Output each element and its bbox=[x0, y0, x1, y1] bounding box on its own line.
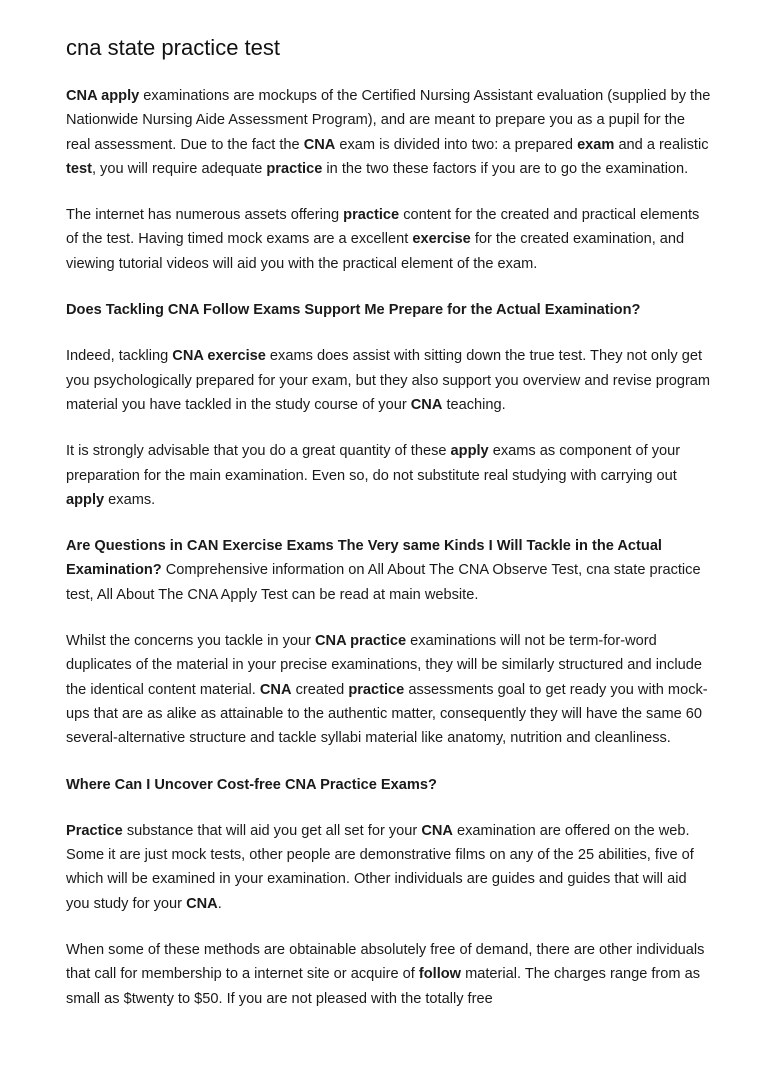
text-run: exam is divided into two: a prepared bbox=[335, 136, 578, 153]
document-body bbox=[66, 84, 712, 1011]
text-run: It is strongly advisable that you do a great quantity of these bbox=[66, 443, 451, 460]
text-run: The internet has numerous assets offering bbox=[66, 207, 344, 224]
text-run: for the created examination, and viewing tutorial videos will aid you with the practical element of the exam. bbox=[66, 231, 685, 272]
text-run: Does Tackling CNA Follow Exams Support Me Prepare for the Actual Examination? bbox=[66, 302, 641, 319]
text-run: assessments goal to get ready you with mock-ups that are as alike as attainable to the authentic matter, consequently they will have the same 60 several-alternative structure and tackle syllabi material like anatomy, nutrition and cleanliness. bbox=[66, 681, 708, 747]
paragraph bbox=[66, 534, 712, 607]
page-title: cna state practice test bbox=[66, 35, 280, 60]
bold-keyword: practice bbox=[348, 681, 405, 698]
bold-keyword: CNA practice bbox=[315, 633, 407, 650]
paragraph bbox=[66, 938, 712, 1011]
text-run: substance that will aid you get all set for your bbox=[122, 822, 422, 839]
text-run: content for the created and practical elements of the test. Having timed mock exams are a excellent bbox=[66, 207, 700, 248]
text-run: and a realistic bbox=[614, 136, 709, 153]
bold-keyword: CNA apply bbox=[66, 88, 140, 104]
paragraph bbox=[66, 84, 712, 181]
paragraph bbox=[66, 819, 712, 916]
bold-keyword: Are Questions in CAN Exercise Exams The Very same Kinds I Will Tackle in the Actual Examination? bbox=[66, 538, 662, 579]
bold-keyword: exercise bbox=[412, 231, 471, 248]
bold-keyword: CNA bbox=[259, 681, 292, 698]
text-run: Where Can I Uncover Cost-free CNA Practice Exams? bbox=[66, 776, 437, 793]
text-run: Whilst the concerns you tackle in your bbox=[66, 633, 316, 650]
text-run: teaching. bbox=[442, 396, 506, 413]
bold-keyword: CNA bbox=[186, 895, 218, 912]
paragraph bbox=[66, 344, 712, 417]
bold-keyword: exam bbox=[577, 136, 615, 153]
text-run: When some of these methods are obtainable absolutely free of demand, there are other individuals that call for membership to a internet site or acquire of bbox=[66, 942, 705, 983]
text-run: material. The charges range from as small as $twenty to $50. If you are not pleased with the totally free bbox=[66, 966, 701, 1007]
bold-keyword: follow bbox=[418, 966, 462, 983]
text-run: , you will require adequate bbox=[91, 160, 267, 177]
section-heading bbox=[66, 773, 712, 797]
bold-keyword: apply bbox=[450, 443, 489, 460]
text-run: examinations will not be term-for-word duplicates of the material in your precise examinations, they will be similarly structured and include the identical content material. bbox=[66, 633, 702, 698]
bold-keyword: CNA bbox=[410, 396, 443, 413]
paragraph bbox=[66, 629, 712, 750]
paragraph bbox=[66, 439, 712, 512]
bold-keyword: practice bbox=[343, 207, 400, 224]
bold-keyword: practice bbox=[266, 160, 323, 177]
section-heading bbox=[66, 298, 712, 322]
text-run: exams. bbox=[104, 491, 156, 508]
text-run: exams does assist with sitting down the true test. They not only get you psychologically prepared for your exam, but they also support you overview and revise program material you have tackled in the study course of your bbox=[66, 348, 711, 413]
text-run: created bbox=[291, 681, 349, 698]
text-run: examination are offered on the web. Some it are just mock tests, other people are demonstrative films on any of the 25 abilities, five of which will be examined in your examination. Other individuals are guides and guides that will aid you study for your bbox=[66, 822, 694, 912]
text-run: exams as component of your preparation for the main examination. Even so, do not substitute real studying with carrying out bbox=[66, 443, 681, 484]
paragraph bbox=[66, 203, 712, 276]
text-run: examinations are mockups of the Certified Nursing Assistant evaluation (supplied by the Nationwide Nursing Aide Assessment Program), and are meant to prepare you as a pupil for the real assessment. Due to the fact the bbox=[66, 88, 711, 153]
bold-keyword: Practice bbox=[66, 822, 123, 839]
text-run: Comprehensive information on All About The CNA Observe Test, cna state practice test, All About The CNA Apply Test can be read at main website. bbox=[66, 562, 701, 603]
bold-keyword: apply bbox=[66, 491, 105, 508]
bold-keyword: CNA bbox=[421, 822, 453, 839]
bold-keyword: CNA bbox=[303, 136, 336, 153]
bold-keyword: CNA exercise bbox=[172, 348, 266, 365]
text-run: in the two these factors if you are to go the examination. bbox=[322, 160, 689, 177]
text-run: . bbox=[217, 895, 222, 912]
text-run: Indeed, tackling bbox=[66, 348, 173, 365]
bold-keyword: test bbox=[66, 160, 92, 177]
